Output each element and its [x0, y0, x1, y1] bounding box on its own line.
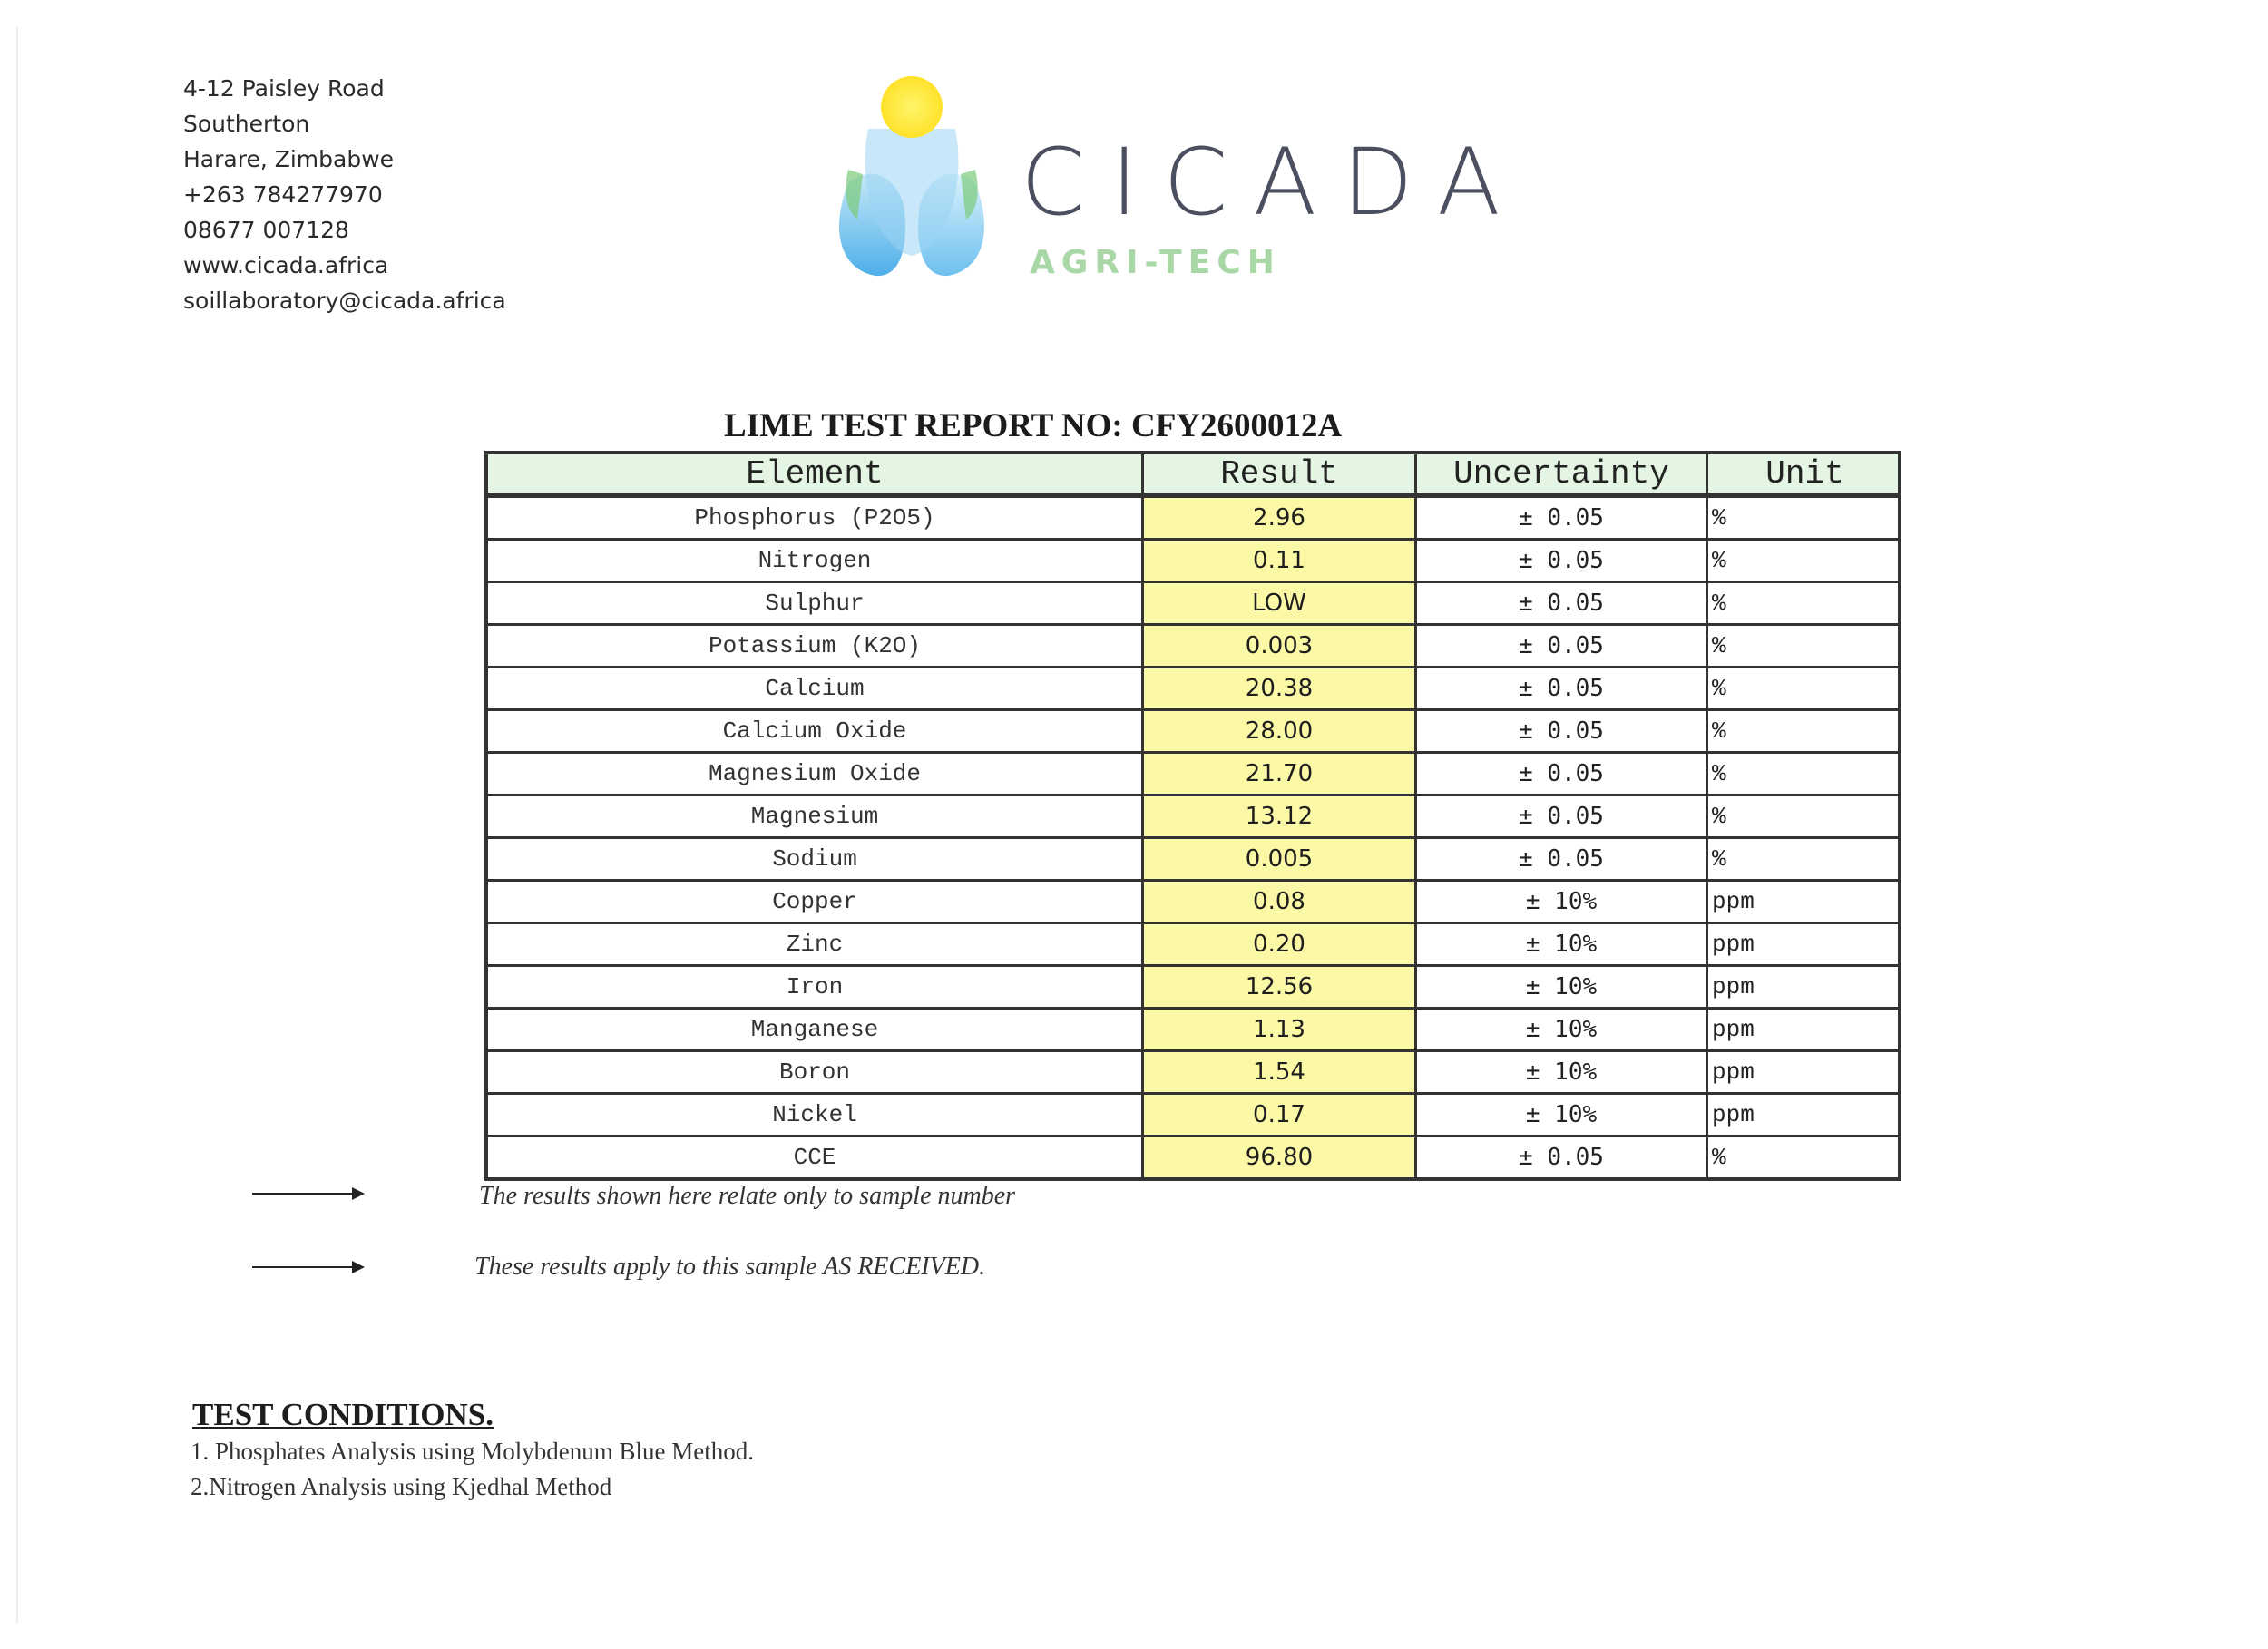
cell-element: Manganese — [486, 1009, 1143, 1051]
note-as-received: These results apply to this sample AS RECEIVED. — [474, 1253, 986, 1281]
cell-unit: ppm — [1707, 1051, 1901, 1094]
cell-uncertainty: ± 10% — [1416, 966, 1707, 1009]
table-row — [486, 540, 1900, 582]
cell-element: Potassium (K2O) — [486, 625, 1143, 668]
cell-uncertainty: ± 10% — [1416, 1051, 1707, 1094]
cell-unit: ppm — [1707, 923, 1901, 966]
results-table — [484, 451, 1901, 1181]
cell-element: Sodium — [486, 838, 1143, 881]
table-row — [486, 710, 1900, 753]
arrow-icon — [252, 1193, 361, 1195]
cell-unit: % — [1707, 668, 1901, 710]
cell-element: Copper — [486, 881, 1143, 923]
cell-uncertainty: ± 0.05 — [1416, 710, 1707, 753]
cell-uncertainty: ± 0.05 — [1416, 753, 1707, 795]
table-row — [486, 582, 1900, 625]
cell-uncertainty: ± 0.05 — [1416, 495, 1707, 540]
cell-unit: % — [1707, 838, 1901, 881]
address-email: soillaboratory@cicada.africa — [183, 288, 506, 314]
address-suburb: Southerton — [183, 111, 310, 137]
cell-uncertainty: ± 0.05 — [1416, 1137, 1707, 1180]
table-row — [486, 753, 1900, 795]
cell-element: Nitrogen — [486, 540, 1143, 582]
condition-item-1: 1. Phosphates Analysis using Molybdenum Blue Method. — [191, 1438, 754, 1465]
cell-result: 0.11 — [1143, 540, 1416, 582]
address-city: Harare, Zimbabwe — [183, 146, 395, 172]
brand-name: CICADA — [1021, 129, 1526, 237]
cell-result: 12.56 — [1143, 966, 1416, 1009]
cell-element: Nickel — [486, 1094, 1143, 1137]
cell-uncertainty: ± 0.05 — [1416, 540, 1707, 582]
header-element: Element — [486, 453, 1143, 495]
cell-unit: % — [1707, 753, 1901, 795]
cell-element: Calcium — [486, 668, 1143, 710]
cell-element: Zinc — [486, 923, 1143, 966]
cell-result: LOW — [1143, 582, 1416, 625]
table-row — [486, 1137, 1900, 1180]
cell-element: Sulphur — [486, 582, 1143, 625]
cell-element: CCE — [486, 1137, 1143, 1180]
cell-unit: % — [1707, 1137, 1901, 1180]
company-logo — [821, 74, 1526, 292]
cicada-wings-icon — [821, 74, 1002, 292]
cell-uncertainty: ± 0.05 — [1416, 838, 1707, 881]
table-row — [486, 795, 1900, 838]
cell-element: Calcium Oxide — [486, 710, 1143, 753]
cell-result: 1.54 — [1143, 1051, 1416, 1094]
address-phone-1: +263 784277970 — [183, 181, 383, 208]
table-header-row — [486, 453, 1900, 495]
table-row — [486, 838, 1900, 881]
header-result: Result — [1143, 453, 1416, 495]
cell-uncertainty: ± 10% — [1416, 1094, 1707, 1137]
cell-element: Iron — [486, 966, 1143, 1009]
cell-unit: % — [1707, 795, 1901, 838]
cell-element: Phosphorus (P2O5) — [486, 495, 1143, 540]
cell-result: 20.38 — [1143, 668, 1416, 710]
cell-unit: % — [1707, 710, 1901, 753]
table-row — [486, 625, 1900, 668]
cell-element: Magnesium Oxide — [486, 753, 1143, 795]
cell-result: 2.96 — [1143, 495, 1416, 540]
cell-result: 28.00 — [1143, 710, 1416, 753]
cell-result: 13.12 — [1143, 795, 1416, 838]
cell-unit: % — [1707, 540, 1901, 582]
cell-result: 1.13 — [1143, 1009, 1416, 1051]
cell-uncertainty: ± 10% — [1416, 881, 1707, 923]
table-row — [486, 495, 1900, 540]
table-row — [486, 1051, 1900, 1094]
cell-uncertainty: ± 10% — [1416, 1009, 1707, 1051]
cell-uncertainty: ± 0.05 — [1416, 795, 1707, 838]
cell-uncertainty: ± 0.05 — [1416, 582, 1707, 625]
cell-unit: ppm — [1707, 1094, 1901, 1137]
table-body — [486, 495, 1900, 1179]
table-row — [486, 1009, 1900, 1051]
cell-result: 96.80 — [1143, 1137, 1416, 1180]
address-phone-2: 08677 007128 — [183, 217, 349, 243]
cell-result: 0.08 — [1143, 881, 1416, 923]
address-website: www.cicada.africa — [183, 252, 389, 278]
lab-address-block — [183, 71, 506, 318]
cell-result: 0.20 — [1143, 923, 1416, 966]
cell-unit: % — [1707, 582, 1901, 625]
cell-unit: ppm — [1707, 881, 1901, 923]
table-row — [486, 1094, 1900, 1137]
arrow-icon — [252, 1266, 361, 1268]
header-unit: Unit — [1707, 453, 1901, 495]
header-uncertainty: Uncertainty — [1416, 453, 1707, 495]
cell-uncertainty: ± 0.05 — [1416, 625, 1707, 668]
cell-result: 0.17 — [1143, 1094, 1416, 1137]
cell-unit: % — [1707, 625, 1901, 668]
condition-item-2: 2.Nitrogen Analysis using Kjedhal Method — [191, 1473, 612, 1500]
page-edge — [16, 27, 18, 1624]
cell-unit: ppm — [1707, 1009, 1901, 1051]
cell-unit: % — [1707, 495, 1901, 540]
cell-element: Boron — [486, 1051, 1143, 1094]
brand-tagline: AGRI-TECH — [1030, 244, 1281, 281]
test-conditions-title: TEST CONDITIONS. — [192, 1397, 494, 1432]
table-row — [486, 923, 1900, 966]
table-row — [486, 668, 1900, 710]
cell-result: 0.005 — [1143, 838, 1416, 881]
cell-result: 21.70 — [1143, 753, 1416, 795]
cell-unit: ppm — [1707, 966, 1901, 1009]
table-row — [486, 881, 1900, 923]
address-street: 4-12 Paisley Road — [183, 75, 385, 102]
cell-uncertainty: ± 0.05 — [1416, 668, 1707, 710]
cell-result: 0.003 — [1143, 625, 1416, 668]
cell-uncertainty: ± 10% — [1416, 923, 1707, 966]
table-row — [486, 966, 1900, 1009]
note-sample-number: The results shown here relate only to sample number — [479, 1182, 1016, 1210]
cell-element: Magnesium — [486, 795, 1143, 838]
report-title: LIME TEST REPORT NO: CFY2600012A — [724, 407, 1343, 444]
